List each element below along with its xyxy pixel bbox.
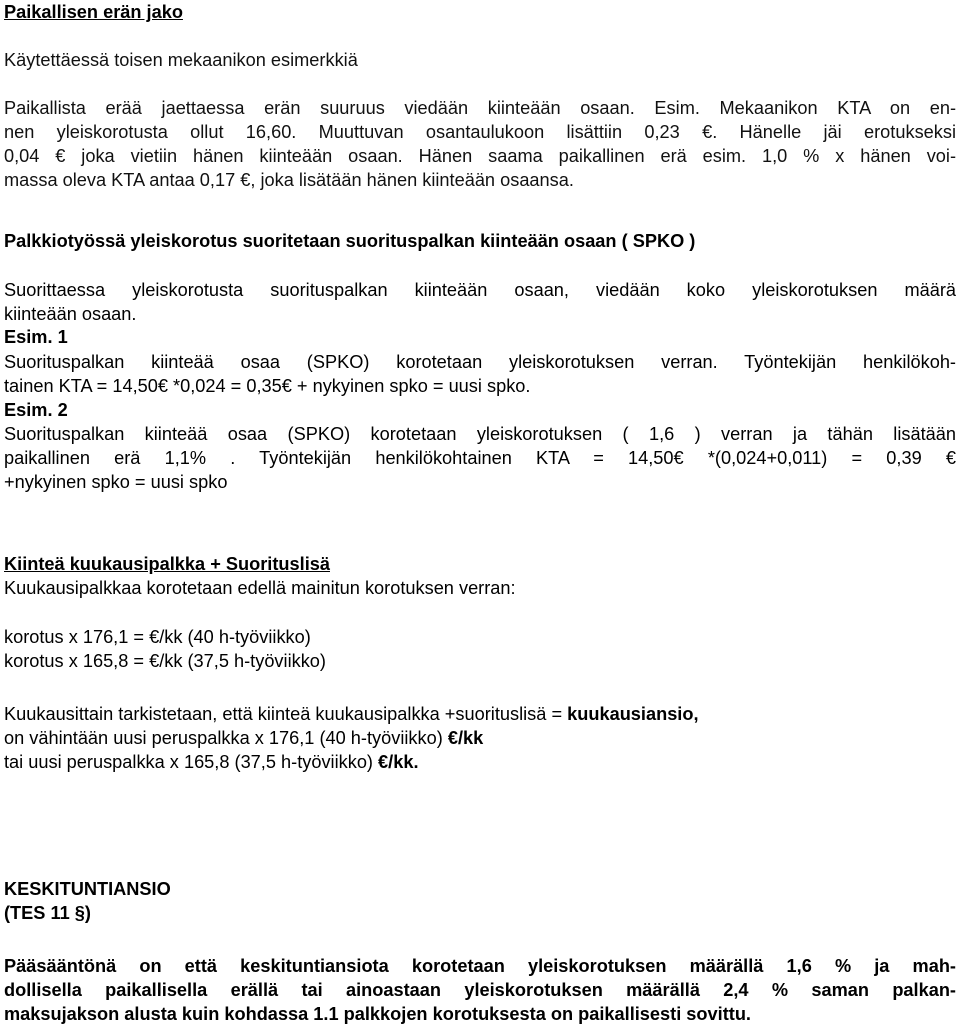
paragraph-line: Suorituspalkan kiinteää osaa (SPKO) korotetaan yleiskorotuksen verran. Työntekijän henkilökoh- [4, 352, 956, 372]
check-line-text: Kuukausittain tarkistetaan, että kiinteä kuukausipalkka +suorituslisä = [4, 704, 568, 724]
check-line-bold: €/kk. [378, 752, 419, 772]
paragraph-line: tainen KTA = 14,50€ *0,024 = 0,35€ + nykyinen spko = uusi spko. [4, 376, 531, 396]
section-subheading-tes: (TES 11 §) [4, 903, 91, 923]
check-line [4, 751, 419, 774]
check-line-text: tai uusi peruspalkka x 165,8 (37,5 h-työviikko) [4, 752, 379, 772]
section-subtitle: Käytettäessä toisen mekaanikon esimerkkiä [4, 50, 358, 70]
formula-line: korotus x 165,8 = €/kk (37,5 h-työviikko) [4, 651, 326, 671]
paragraph-line: paikallinen erä 1,1% . Työntekijän henkilökohtainen KTA = 14,50€ *(0,024+0,011) = 0,39 € [4, 448, 956, 468]
paragraph-line: maksujakson alusta kuin kohdassa 1.1 palkkojen korotuksesta on paikallisesti sovittu. [4, 1004, 751, 1024]
section-heading-monthly-salary: Kiinteä kuukausipalkka + Suorituslisä [4, 554, 330, 574]
example-label: Esim. 2 [4, 400, 68, 420]
example-label: Esim. 1 [4, 327, 68, 347]
section-heading-average-hourly: KESKITUNTIANSIO [4, 879, 171, 899]
check-line [4, 703, 699, 726]
section-title-local-batch: Paikallisen erän jako [4, 2, 183, 22]
check-line [4, 727, 483, 750]
paragraph-line: Suorituspalkan kiinteää osaa (SPKO) korotetaan yleiskorotuksen ( 1,6 ) verran ja tähän lisätään [4, 424, 956, 444]
paragraph-line: Suorittaessa yleiskorotusta suorituspalkan kiinteään osaan, viedään koko yleiskorotuksen määrä [4, 280, 956, 300]
paragraph-line: 0,04 € joka vietiin hänen kiinteään osaan. Hänen saama paikallinen erä esim. 1,0 % x hänen voi- [4, 146, 956, 166]
paragraph-line: Kuukausipalkkaa korotetaan edellä mainitun korotuksen verran: [4, 578, 516, 598]
check-line-text: on vähintään uusi peruspalkka x 176,1 (40 h-työviikko) [4, 728, 448, 748]
section-heading-piecework: Palkkiotyössä yleiskorotus suoritetaan suorituspalkan kiinteään osaan ( SPKO ) [4, 231, 696, 251]
check-line-bold: kuukausiansio, [567, 704, 699, 724]
paragraph-line: kiinteään osaan. [4, 304, 137, 324]
paragraph-line: dollisella paikallisella erällä tai ainoastaan yleiskorotuksen määrällä 2,4 % saman palkan- [4, 980, 956, 1000]
paragraph-line: nen yleiskorotusta ollut 16,60. Muuttuvan osantaulukoon lisättiin 0,23 €. Hänelle jäi erotukseksi [4, 122, 956, 142]
formula-line: korotus x 176,1 = €/kk (40 h-työviikko) [4, 627, 311, 647]
check-line-bold: €/kk [447, 728, 484, 748]
paragraph-line: Paikallista erää jaettaessa erän suuruus viedään kiinteään osaan. Esim. Mekaanikon KTA on en- [4, 98, 956, 118]
paragraph-line: +nykyinen spko = uusi spko [4, 472, 228, 492]
paragraph-line: Pääsääntönä on että keskituntiansiota korotetaan yleiskorotuksen määrällä 1,6 % ja mah- [4, 956, 956, 976]
paragraph-line: massa oleva KTA antaa 0,17 €, joka lisätään hänen kiinteään osaansa. [4, 170, 574, 190]
